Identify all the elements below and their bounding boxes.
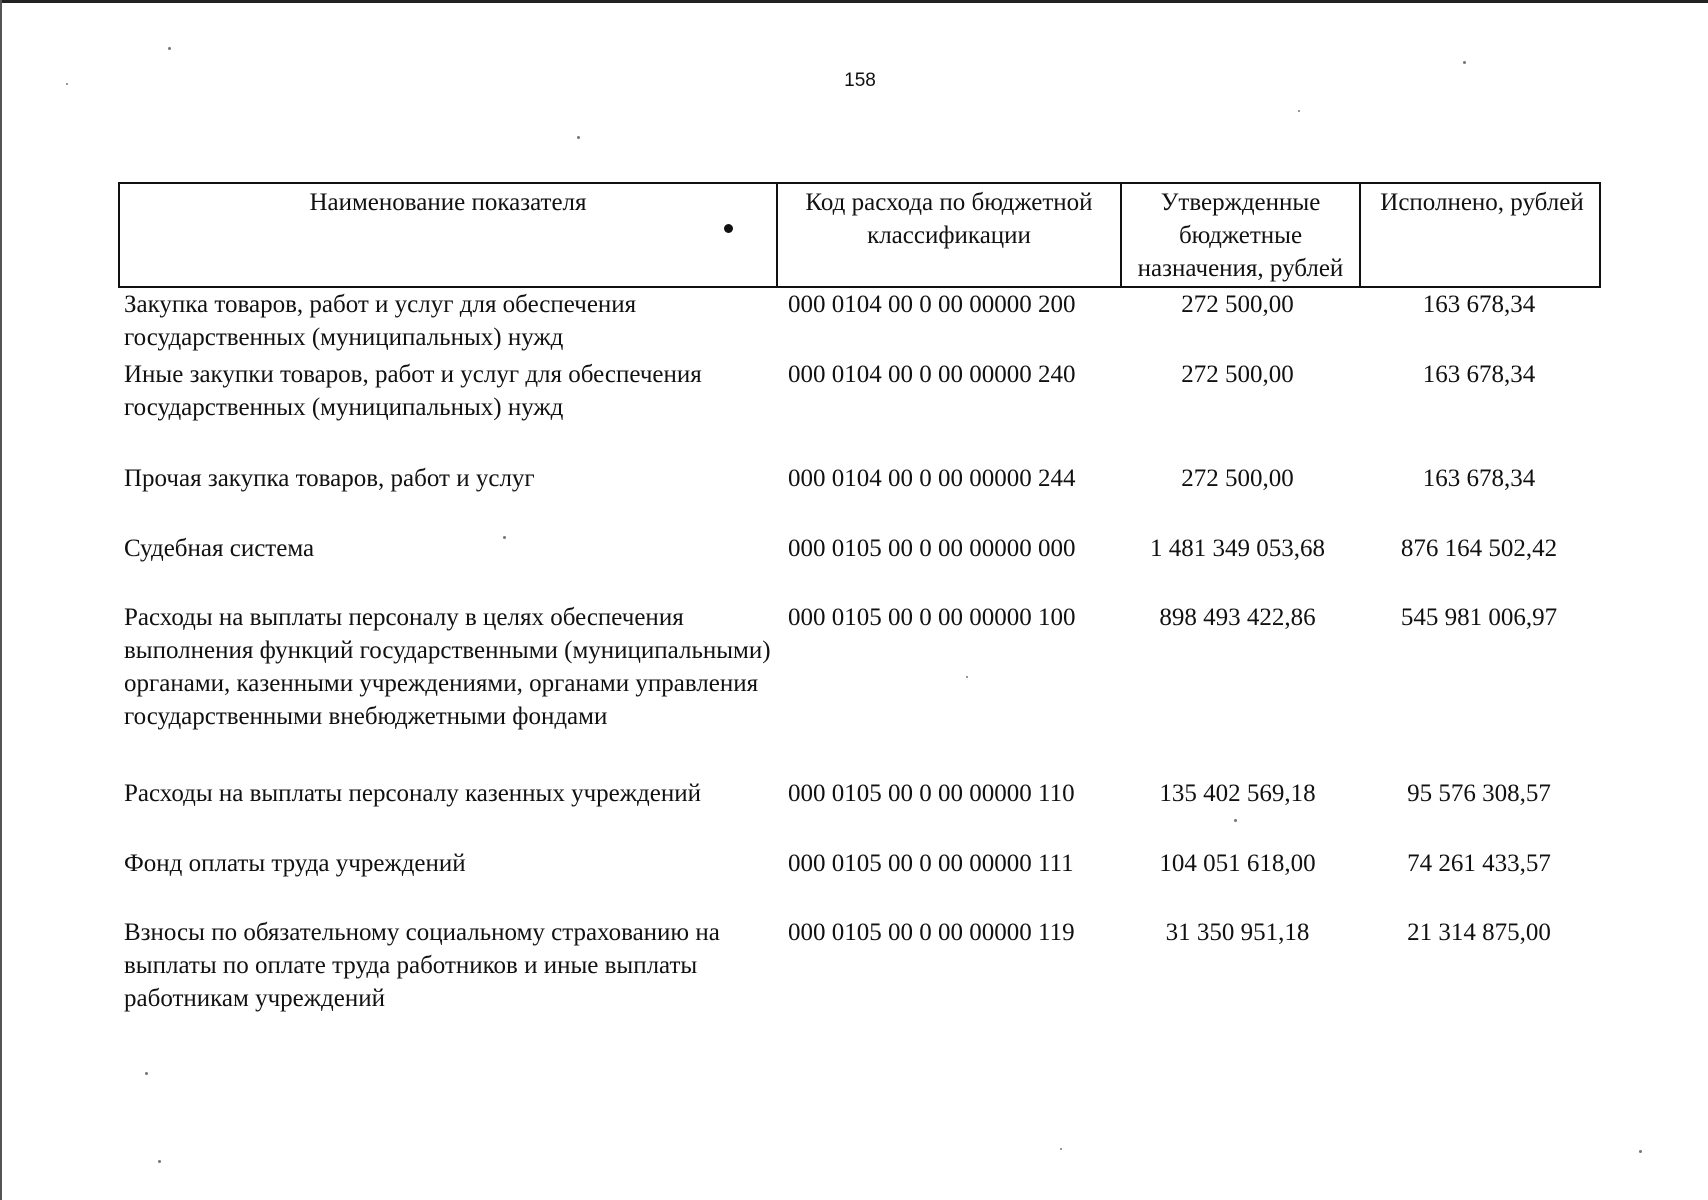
table-row [118,462,1601,532]
row-code: 000 0105 00 0 00 00000 000 [788,535,1076,562]
scan-speck [966,676,968,678]
row-executed: 163 678,34 [1422,465,1536,492]
table-row [118,532,1601,601]
row-name: Взносы по обязательному социальному страхованию на выплаты по оплате труда работников и иные выплаты работникам учреждений [124,919,720,1012]
row-code: 000 0104 00 0 00 00000 240 [788,361,1076,388]
header-executed: Исполнено, рублей [1359,184,1603,286]
row-executed: 74 261 433,57 [1407,850,1551,877]
scan-speck [66,83,68,85]
row-name: Закупка товаров, работ и услуг для обеспечения государственных (муниципальных) нужд [124,291,637,351]
row-executed: 163 678,34 [1422,291,1536,318]
scan-speck [577,136,580,139]
page-top-edge [0,0,1708,3]
row-approved: 272 500,00 [1181,361,1294,388]
table-row [118,777,1601,847]
row-approved: 272 500,00 [1181,465,1294,492]
row-executed: 876 164 502,42 [1400,535,1558,562]
row-name: Иные закупки товаров, работ и услуг для обеспечения государственных (муниципальных) нужд [124,361,702,421]
header-code: Код расхода по бюджетной классификации [776,184,1120,286]
page-number: 158 [844,70,876,91]
scan-speck [1234,819,1237,822]
row-name: Расходы на выплаты персоналу в целях обеспечения выполнения функций государственными (муниципальными) органами, казенными учреждениями, органами управления государственными внебюджетными фондами [124,604,771,730]
scan-speck [1298,110,1300,112]
scan-speck [1463,61,1466,64]
row-approved: 31 350 951,18 [1165,919,1310,946]
table-row [118,847,1601,916]
row-name: Расходы на выплаты персоналу казенных учреждений [124,780,701,807]
row-code: 000 0105 00 0 00 00000 111 [788,850,1074,877]
row-approved: 104 051 618,00 [1159,850,1316,877]
table-row [118,601,1601,777]
row-code: 000 0104 00 0 00 00000 200 [788,291,1076,318]
budget-table [118,182,1601,1026]
row-approved: 898 493 422,86 [1159,604,1316,631]
row-name: Фонд оплаты труда учреждений [124,850,466,877]
row-code: 000 0105 00 0 00 00000 100 [788,604,1076,631]
table-row [118,358,1601,462]
page-left-edge [0,0,2,1200]
table-header [118,182,1601,288]
row-code: 000 0105 00 0 00 00000 110 [788,780,1075,807]
row-name: Судебная система [124,535,315,562]
table-row [118,916,1601,1026]
row-approved: 272 500,00 [1181,291,1294,318]
row-executed: 21 314 875,00 [1407,919,1551,946]
header-name-label: Наименование показателя [309,189,587,216]
bullet-dot [724,224,733,233]
scan-speck [168,47,171,50]
scan-speck [503,536,506,539]
scan-speck [145,1072,148,1075]
row-name: Прочая закупка товаров, работ и услуг [124,465,535,492]
row-executed: 95 576 308,57 [1407,780,1551,807]
row-executed: 163 678,34 [1422,361,1536,388]
row-approved: 1 481 349 053,68 [1150,535,1325,562]
header-name [120,184,776,286]
table-row [118,288,1601,358]
header-approved: Утвержденные бюджетные назначения, рублей [1120,184,1359,286]
scan-speck [1639,1150,1642,1153]
scan-speck [158,1160,161,1163]
row-code: 000 0104 00 0 00 00000 244 [788,465,1076,492]
scan-speck [1060,1148,1062,1150]
row-code: 000 0105 00 0 00 00000 119 [788,919,1075,946]
row-executed: 545 981 006,97 [1400,604,1558,631]
row-approved: 135 402 569,18 [1159,780,1316,807]
